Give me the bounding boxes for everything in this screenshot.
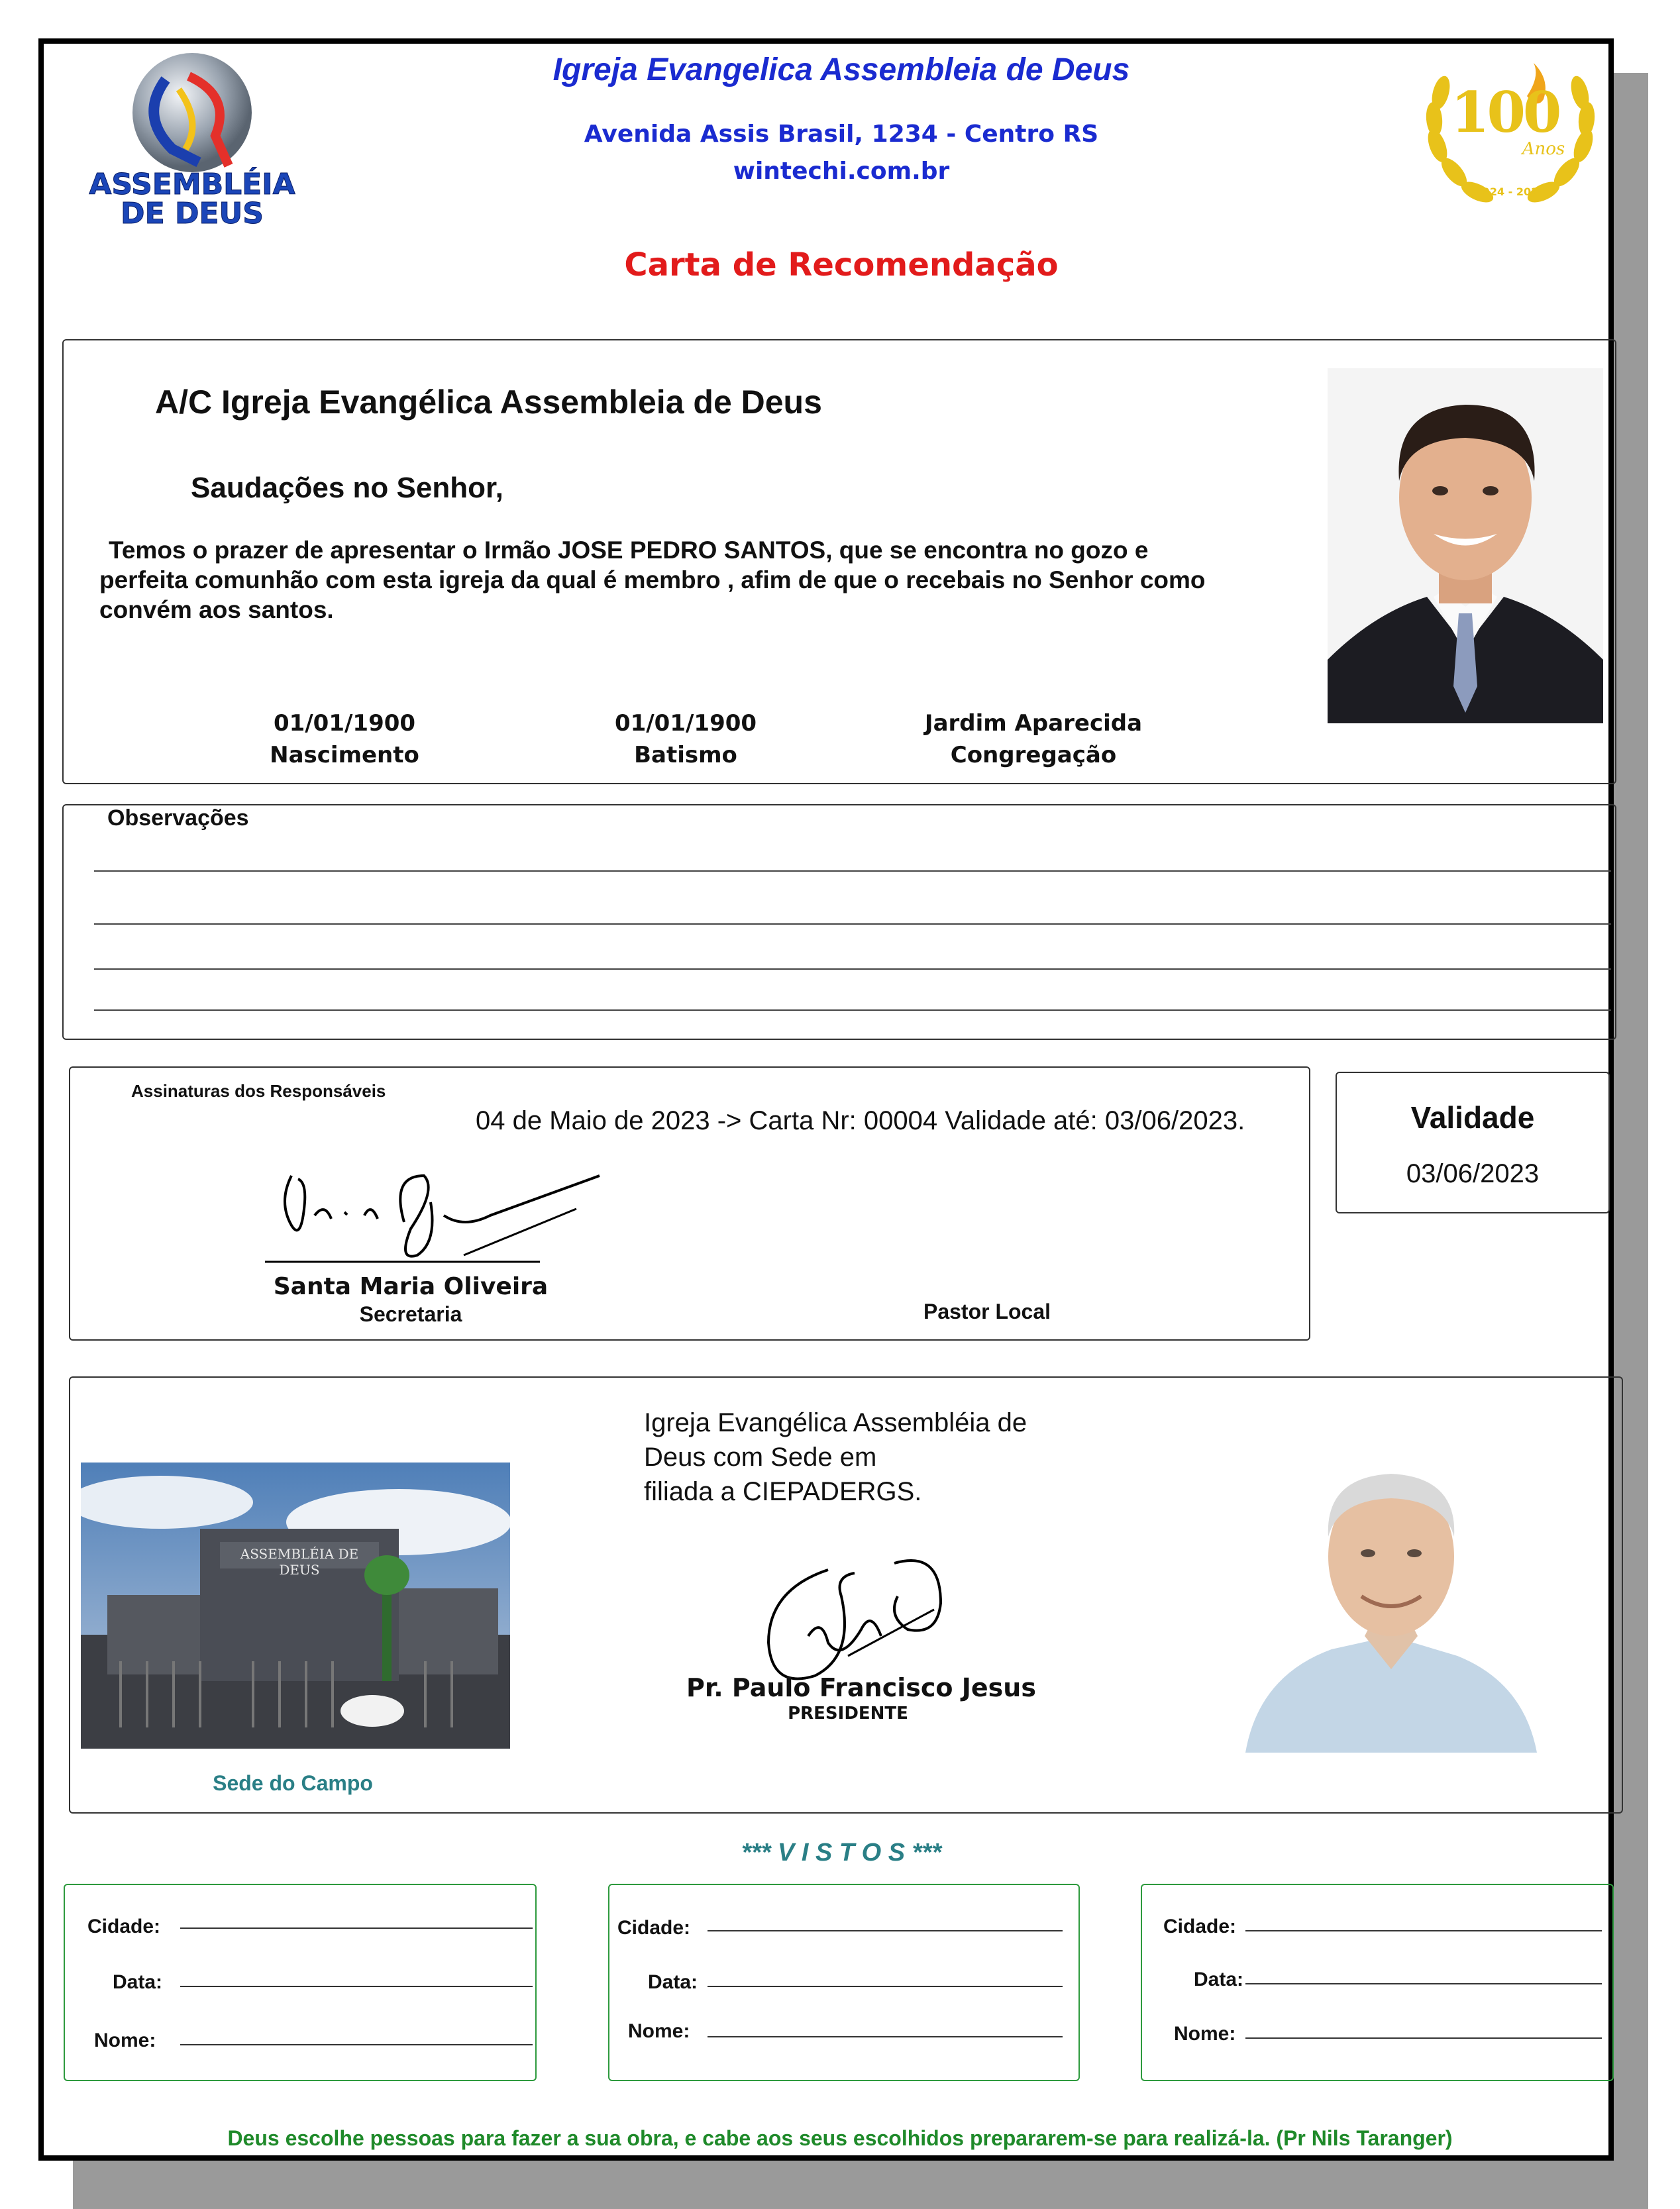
church-name: Igreja Evangelica Assembleia de Deus	[552, 52, 1130, 87]
building-sign: ASSEMBLÉIA DE DEUS	[240, 1546, 359, 1578]
letter-body-line3: convém aos santos.	[99, 596, 334, 623]
observations-label: Observações	[107, 805, 249, 831]
visto-3-date-label: Data:	[1194, 1969, 1244, 1990]
congregation-name: Jardim Aparecida	[924, 710, 1143, 737]
anniversary-years: 1924 - 2024	[1475, 185, 1546, 198]
church-address: Avenida Assis Brasil, 1234 - Centro RS	[584, 121, 1099, 148]
birth-date: 01/01/1900	[273, 710, 416, 737]
secretary-name: Santa Maria Oliveira	[273, 1273, 549, 1300]
headquarters-photo-caption: Sede do Campo	[213, 1771, 373, 1795]
observation-line-4[interactable]	[94, 1009, 1611, 1011]
logo-text-line2: DE DEUS	[121, 197, 264, 231]
observation-line-3[interactable]	[94, 968, 1611, 970]
headquarters-text-line3: filiada a CIEPADERGS.	[644, 1477, 922, 1506]
birth-label: Nascimento	[270, 742, 419, 768]
visto-1-name-label: Nome:	[94, 2029, 156, 2051]
validity-date: 03/06/2023	[1406, 1159, 1540, 1188]
vistos-title: *** V I S T O S ***	[741, 1839, 941, 1867]
secretary-role: Secretaria	[359, 1302, 462, 1326]
congregation-label: Congregação	[950, 742, 1117, 768]
issue-line: 04 de Maio de 2023 -> Carta Nr: 00004 Validade até: 03/06/2023.	[476, 1106, 1245, 1135]
visto-2-name-line[interactable]	[708, 2036, 1063, 2037]
letter-body-line2: perfeita comunhão com esta igreja da qual é membro , afim de que o recebais no Senhor como	[99, 566, 1206, 593]
visto-1-name-line[interactable]	[180, 2044, 533, 2045]
church-logo	[66, 50, 318, 229]
footer-quote: Deus escolhe pessoas para fazer a sua obra, e cabe aos seus escolhidos prepararem-se para realizá-la. (Pr Nils Taranger)	[227, 2126, 1453, 2150]
validity-label: Validade	[1410, 1100, 1535, 1135]
member-photo	[1328, 368, 1603, 723]
observations-box	[62, 804, 1616, 1040]
anniversary-word: Anos	[1522, 139, 1565, 159]
baptism-date: 01/01/1900	[614, 710, 757, 737]
president-role: PRESIDENTE	[788, 1704, 908, 1723]
letter-greeting: Saudações no Senhor,	[191, 472, 503, 504]
visto-1-date-label: Data:	[113, 1971, 163, 1993]
visto-3-name-line[interactable]	[1245, 2037, 1602, 2039]
visto-1-city-label: Cidade:	[87, 1916, 161, 1937]
letter-body-line1: Temos o prazer de apresentar o Irmão JOSE PEDRO SANTOS, que se encontra no gozo e	[109, 537, 1149, 564]
document-title: Carta de Recomendação	[624, 246, 1059, 283]
visto-1-date-line[interactable]	[180, 1986, 533, 1987]
headquarters-text-line2: Deus com Sede em	[644, 1443, 877, 1472]
headquarters-text	[644, 1406, 1108, 1509]
signatures-section-label: Assinaturas dos Responsáveis	[131, 1081, 386, 1101]
pastor-role: Pastor Local	[923, 1300, 1051, 1323]
visto-3-name-label: Nome:	[1174, 2023, 1236, 2045]
headquarters-photo	[81, 1463, 510, 1749]
visto-2-city-label: Cidade:	[617, 1917, 691, 1939]
church-website[interactable]: wintechi.com.br	[733, 158, 950, 185]
anniversary-number: 100	[1451, 79, 1559, 145]
visto-1-city-line[interactable]	[180, 1927, 533, 1929]
visto-3-city-line[interactable]	[1245, 1930, 1602, 1931]
letter-addressee: A/C Igreja Evangélica Assembleia de Deus	[155, 384, 822, 421]
president-name: Pr. Paulo Francisco Jesus	[686, 1673, 1036, 1702]
visto-2-city-line[interactable]	[708, 1930, 1063, 1931]
observation-line-1[interactable]	[94, 870, 1611, 872]
observation-line-2[interactable]	[94, 923, 1611, 925]
visto-2-name-label: Nome:	[628, 2020, 690, 2042]
letter-body	[99, 535, 1332, 625]
headquarters-text-line1: Igreja Evangélica Assembléia de	[644, 1408, 1027, 1437]
visto-2-date-label: Data:	[648, 1971, 698, 1993]
logo-text-line1: ASSEMBLÉIA	[89, 168, 295, 201]
president-photo	[1245, 1437, 1537, 1753]
anniversary-emblem	[1411, 46, 1610, 232]
baptism-label: Batismo	[634, 742, 737, 768]
visto-3-date-line[interactable]	[1245, 1983, 1602, 1984]
secretary-signature	[265, 1162, 609, 1275]
visto-3-city-label: Cidade:	[1163, 1916, 1237, 1937]
visto-2-date-line[interactable]	[708, 1986, 1063, 1987]
validity-box	[1336, 1072, 1610, 1213]
